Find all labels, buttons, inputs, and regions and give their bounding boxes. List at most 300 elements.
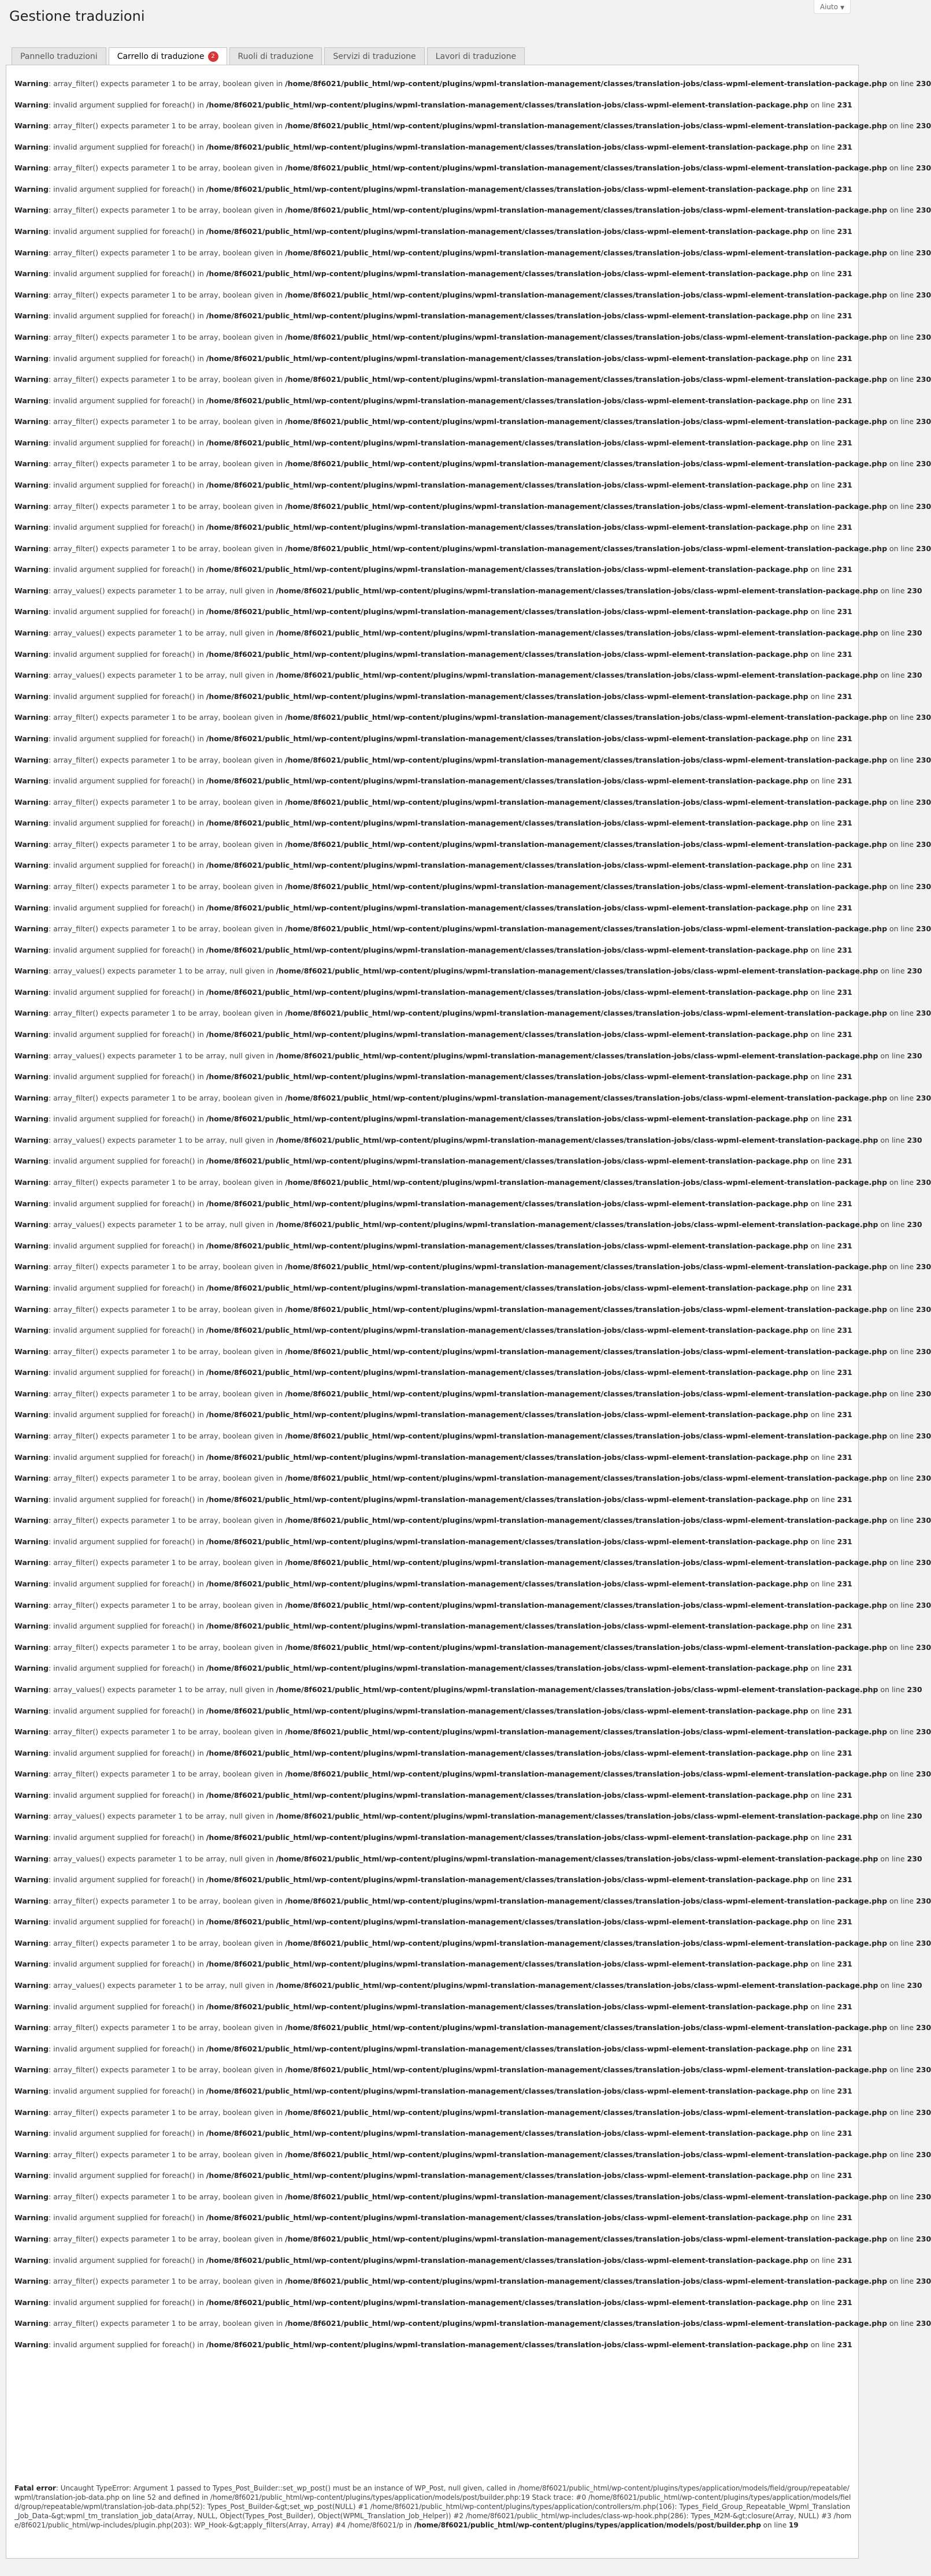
warning-file-path: /home/8f6021/public_html/wp-content/plugins/wpml-translation-management/classes/translation-jobs/class-wpml-element-translation-package.php [206, 1030, 808, 1039]
warning-on-line: on line [810, 2298, 835, 2307]
warning-label: Warning [14, 1432, 49, 1440]
warning-line-number: 230 [916, 2277, 931, 2286]
warning-line-number: 231 [837, 565, 852, 574]
warning-line: Warning: array_filter() expects parameter 1 to be array, boolean given in /home/8f6021/public_html/wp-content/plugins/wpml-translation-management/classes/translation-jobs/class-wpml-element-translation-package.php on line 230 [14, 755, 931, 764]
warning-line: Warning: array_values() expects parameter 1 to be array, null given in /home/8f6021/public_html/wp-content/plugins/wpml-translation-management/classes/translation-jobs/class-wpml-element-translation-package.php on line 230 [14, 1685, 922, 1694]
warning-line: Warning: array_filter() expects parameter 1 to be array, boolean given in /home/8f6021/public_html/wp-content/plugins/wpml-translation-management/classes/translation-jobs/class-wpml-element-translation-package.php on line 230 [14, 2277, 931, 2286]
warning-file-path: /home/8f6021/public_html/wp-content/plugins/wpml-translation-management/classes/translation-jobs/class-wpml-element-translation-package.php [206, 1790, 808, 1800]
page-title: Gestione traduzioni [9, 8, 145, 24]
warning-label: Warning [14, 1368, 49, 1377]
warning-line-number: 230 [916, 1600, 931, 1609]
warning-label: Warning [14, 2086, 49, 2095]
warning-line: Warning: invalid argument supplied for foreach() in /home/8f6021/public_html/wp-content/plugins/wpml-translation-management/classes/translation-jobs/class-wpml-element-translation-package.php on line 231 [14, 565, 852, 574]
warning-label: Warning [14, 2150, 49, 2159]
warning-message: array_filter() expects parameter 1 to be array, boolean given in [53, 1938, 283, 1947]
warning-line-number: 230 [907, 1220, 922, 1229]
warning-line-number: 230 [916, 1347, 931, 1356]
warning-file-path: /home/8f6021/public_html/wp-content/plugins/wpml-translation-management/classes/translation-jobs/class-wpml-element-translation-package.php [285, 1389, 888, 1398]
warning-line: Warning: array_filter() expects parameter 1 to be array, boolean given in /home/8f6021/public_html/wp-content/plugins/wpml-translation-management/classes/translation-jobs/class-wpml-element-translation-package.php on line 230 [14, 459, 931, 469]
warning-file-path: /home/8f6021/public_html/wp-content/plugins/wpml-translation-management/classes/translation-jobs/class-wpml-element-translation-package.php [206, 2002, 808, 2011]
warning-label: Warning [14, 1981, 49, 1990]
warning-label: Warning [14, 375, 49, 384]
warning-file-path: /home/8f6021/public_html/wp-content/plugins/wpml-translation-management/classes/translation-jobs/class-wpml-element-translation-package.php [206, 2044, 808, 2053]
warning-on-line: on line [810, 1030, 835, 1039]
warning-label: Warning [14, 987, 49, 997]
warning-message: invalid argument supplied for foreach() in [53, 861, 204, 870]
warning-line-number: 231 [837, 776, 852, 786]
warning-on-line: on line [810, 607, 835, 616]
warning-file-path: /home/8f6021/public_html/wp-content/plugins/wpml-translation-management/classes/translation-jobs/class-wpml-element-translation-package.php [206, 1072, 808, 1081]
warning-message: array_filter() expects parameter 1 to be array, boolean given in [53, 2192, 283, 2201]
warning-line: Warning: array_filter() expects parameter 1 to be array, boolean given in /home/8f6021/public_html/wp-content/plugins/wpml-translation-management/classes/translation-jobs/class-wpml-element-translation-package.php on line 230 [14, 375, 931, 384]
warning-line-number: 230 [916, 163, 931, 173]
warning-message: invalid argument supplied for foreach() in [53, 2044, 204, 2053]
warning-label: Warning [14, 1558, 49, 1567]
tab-translation-basket[interactable] [109, 47, 227, 65]
warning-message: array_values() expects parameter 1 to be array, null given in [53, 586, 274, 595]
warning-line-number: 230 [916, 1642, 931, 1652]
warning-line-number: 230 [916, 206, 931, 215]
warning-label: Warning [14, 2340, 49, 2349]
warning-line: Warning: invalid argument supplied for foreach() in /home/8f6021/public_html/wp-content/plugins/wpml-translation-management/classes/translation-jobs/class-wpml-element-translation-package.php on line 231 [14, 2086, 852, 2095]
warning-message: array_filter() expects parameter 1 to be array, boolean given in [53, 544, 283, 553]
warning-on-line: on line [889, 1770, 914, 1779]
warning-line-number: 230 [916, 1009, 931, 1018]
warning-on-line: on line [810, 184, 835, 194]
warning-line: Warning: array_values() expects parameter 1 to be array, null given in /home/8f6021/public_html/wp-content/plugins/wpml-translation-management/classes/translation-jobs/class-wpml-element-translation-package.php on line 230 [14, 629, 922, 638]
warning-message: array_filter() expects parameter 1 to be array, boolean given in [53, 797, 283, 806]
warning-line: Warning: invalid argument supplied for foreach() in /home/8f6021/public_html/wp-content/plugins/wpml-translation-management/classes/translation-jobs/class-wpml-element-translation-package.php on line 231 [14, 523, 852, 532]
warning-label: Warning [14, 121, 49, 131]
count-badge: 2 [208, 51, 218, 62]
warning-line-number: 230 [916, 2150, 931, 2159]
warning-file-path: /home/8f6021/public_html/wp-content/plugins/wpml-translation-management/classes/translation-jobs/class-wpml-element-translation-package.php [285, 2065, 888, 2075]
warning-file-path: /home/8f6021/public_html/wp-content/plugins/wpml-translation-management/classes/translation-jobs/class-wpml-element-translation-package.php [285, 121, 888, 131]
warning-message: array_filter() expects parameter 1 to be array, boolean given in [53, 1600, 283, 1609]
warning-line: Warning: array_filter() expects parameter 1 to be array, boolean given in /home/8f6021/public_html/wp-content/plugins/wpml-translation-management/classes/translation-jobs/class-wpml-element-translation-package.php on line 230 [14, 2192, 931, 2201]
warning-on-line: on line [889, 1389, 914, 1398]
warning-on-line: on line [889, 1432, 914, 1440]
warning-on-line: on line [889, 163, 914, 173]
warning-line: Warning: invalid argument supplied for foreach() in /home/8f6021/public_html/wp-content/plugins/wpml-translation-management/classes/translation-jobs/class-wpml-element-translation-package.php on line 231 [14, 311, 852, 321]
warning-file-path: /home/8f6021/public_html/wp-content/plugins/wpml-translation-management/classes/translation-jobs/class-wpml-element-translation-package.php [206, 184, 808, 194]
warning-label: Warning [14, 1072, 49, 1081]
warning-message: array_values() expects parameter 1 to be array, null given in [53, 671, 274, 680]
warning-file-path: /home/8f6021/public_html/wp-content/plugins/wpml-translation-management/classes/translation-jobs/class-wpml-element-translation-package.php [206, 1326, 808, 1335]
warning-message: array_filter() expects parameter 1 to be array, boolean given in [53, 2150, 283, 2159]
warning-on-line: on line [810, 2340, 835, 2349]
warning-line-number: 231 [837, 1199, 852, 1208]
warning-label: Warning [14, 1178, 49, 1187]
warning-on-line: on line [810, 1368, 835, 1377]
warning-line-number: 230 [916, 79, 931, 88]
warning-on-line: on line [889, 2107, 914, 2117]
warning-message: array_values() expects parameter 1 to be array, null given in [53, 1051, 274, 1060]
warning-line: Warning: array_filter() expects parameter 1 to be array, boolean given in /home/8f6021/public_html/wp-content/plugins/wpml-translation-management/classes/translation-jobs/class-wpml-element-translation-package.php on line 230 [14, 1432, 931, 1440]
warning-line-number: 231 [837, 1706, 852, 1715]
warning-file-path: /home/8f6021/public_html/wp-content/plugins/wpml-translation-management/classes/translation-jobs/class-wpml-element-translation-package.php [206, 734, 808, 743]
warning-line-number: 230 [907, 671, 922, 680]
warning-line-number: 231 [837, 1579, 852, 1589]
warning-on-line: on line [810, 565, 835, 574]
warning-on-line: on line [889, 79, 914, 88]
warning-label: Warning [14, 586, 49, 595]
help-button[interactable] [814, 0, 851, 14]
warning-on-line: on line [810, 396, 835, 405]
warning-file-path: /home/8f6021/public_html/wp-content/plugins/wpml-translation-management/classes/translation-jobs/class-wpml-element-translation-package.php [206, 227, 808, 236]
warning-file-path: /home/8f6021/public_html/wp-content/plugins/wpml-translation-management/classes/translation-jobs/class-wpml-element-translation-package.php [285, 1304, 888, 1314]
warning-label: Warning [14, 1938, 49, 1947]
warning-line-number: 231 [837, 2086, 852, 2095]
warning-on-line: on line [889, 839, 914, 849]
warning-line-number: 230 [916, 2023, 931, 2032]
warning-label: Warning [14, 1600, 49, 1609]
warning-line-number: 231 [837, 227, 852, 236]
warning-file-path: /home/8f6021/public_html/wp-content/plugins/wpml-translation-management/classes/translation-jobs/class-wpml-element-translation-package.php [206, 1114, 808, 1124]
warning-file-path: /home/8f6021/public_html/wp-content/plugins/wpml-translation-management/classes/translation-jobs/class-wpml-element-translation-package.php [285, 1558, 888, 1567]
warning-label: Warning [14, 1304, 49, 1314]
warning-on-line: on line [889, 121, 914, 131]
warning-file-path: /home/8f6021/public_html/wp-content/plugins/wpml-translation-management/classes/translation-jobs/class-wpml-element-translation-package.php [285, 1347, 888, 1356]
warning-message: array_values() expects parameter 1 to be array, null given in [53, 1981, 274, 1990]
warning-line: Warning: invalid argument supplied for foreach() in /home/8f6021/public_html/wp-content/plugins/wpml-translation-management/classes/translation-jobs/class-wpml-element-translation-package.php on line 231 [14, 776, 852, 786]
warning-line: Warning: invalid argument supplied for foreach() in /home/8f6021/public_html/wp-content/plugins/wpml-translation-management/classes/translation-jobs/class-wpml-element-translation-package.php on line 231 [14, 945, 852, 954]
warning-on-line: on line [889, 755, 914, 764]
warning-label: Warning [14, 2277, 49, 2286]
warning-line: Warning: array_values() expects parameter 1 to be array, null given in /home/8f6021/public_html/wp-content/plugins/wpml-translation-management/classes/translation-jobs/class-wpml-element-translation-package.php on line 230 [14, 586, 922, 595]
warning-message: invalid argument supplied for foreach() in [53, 2213, 204, 2222]
warning-line: Warning: invalid argument supplied for foreach() in /home/8f6021/public_html/wp-content/plugins/wpml-translation-management/classes/translation-jobs/class-wpml-element-translation-package.php on line 231 [14, 1452, 852, 1462]
warning-message: invalid argument supplied for foreach() in [53, 227, 204, 236]
warning-label: Warning [14, 290, 49, 299]
warning-file-path: /home/8f6021/public_html/wp-content/plugins/wpml-translation-management/classes/translation-jobs/class-wpml-element-translation-package.php [206, 480, 808, 489]
warning-line-number: 231 [837, 734, 852, 743]
warning-line: Warning: invalid argument supplied for foreach() in /home/8f6021/public_html/wp-content/plugins/wpml-translation-management/classes/translation-jobs/class-wpml-element-translation-package.php on line 231 [14, 607, 852, 616]
warning-on-line: on line [810, 269, 835, 278]
warning-file-path: /home/8f6021/public_html/wp-content/plugins/wpml-translation-management/classes/translation-jobs/class-wpml-element-translation-package.php [285, 1516, 888, 1525]
warning-line-number: 230 [916, 1938, 931, 1947]
warning-on-line: on line [880, 1812, 905, 1821]
warning-file-path: /home/8f6021/public_html/wp-content/plugins/wpml-translation-management/classes/translation-jobs/class-wpml-element-translation-package.php [285, 544, 888, 553]
warning-message: array_filter() expects parameter 1 to be array, boolean given in [53, 248, 283, 257]
warning-file-path: /home/8f6021/public_html/wp-content/plugins/wpml-translation-management/classes/translation-jobs/class-wpml-element-translation-package.php [285, 1938, 888, 1947]
warning-line: Warning: invalid argument supplied for foreach() in /home/8f6021/public_html/wp-content/plugins/wpml-translation-management/classes/translation-jobs/class-wpml-element-translation-package.php on line 231 [14, 1410, 852, 1419]
warning-line-number: 231 [837, 1875, 852, 1884]
warning-file-path: /home/8f6021/public_html/wp-content/plugins/wpml-translation-management/classes/translation-jobs/class-wpml-element-translation-package.php [206, 776, 808, 786]
warning-line: Warning: invalid argument supplied for foreach() in /home/8f6021/public_html/wp-content/plugins/wpml-translation-management/classes/translation-jobs/class-wpml-element-translation-package.php on line 231 [14, 2171, 852, 2180]
warning-line-number: 231 [837, 1622, 852, 1631]
warning-file-path: /home/8f6021/public_html/wp-content/plugins/wpml-translation-management/classes/translation-jobs/class-wpml-element-translation-package.php [206, 1368, 808, 1377]
warning-on-line: on line [810, 2044, 835, 2053]
warning-file-path: /home/8f6021/public_html/wp-content/plugins/wpml-translation-management/classes/translation-jobs/class-wpml-element-translation-package.php [206, 565, 808, 574]
warning-line-number: 230 [916, 1727, 931, 1737]
warning-line: Warning: array_values() expects parameter 1 to be array, null given in /home/8f6021/public_html/wp-content/plugins/wpml-translation-management/classes/translation-jobs/class-wpml-element-translation-package.php on line 230 [14, 1135, 922, 1144]
warning-line-number: 231 [837, 1410, 852, 1419]
warning-line-number: 230 [916, 121, 931, 131]
warning-label: Warning [14, 184, 49, 194]
warning-line: Warning: array_filter() expects parameter 1 to be array, boolean given in /home/8f6021/public_html/wp-content/plugins/wpml-translation-management/classes/translation-jobs/class-wpml-element-translation-package.php on line 230 [14, 290, 931, 299]
warning-file-path: /home/8f6021/public_html/wp-content/plugins/wpml-translation-management/classes/translation-jobs/class-wpml-element-translation-package.php [285, 2192, 888, 2201]
tab-translation-jobs[interactable] [427, 47, 525, 65]
warning-line: Warning: invalid argument supplied for foreach() in /home/8f6021/public_html/wp-content/plugins/wpml-translation-management/classes/translation-jobs/class-wpml-element-translation-package.php on line 231 [14, 1664, 852, 1673]
warning-label: Warning [14, 2107, 49, 2117]
warning-label: Warning [14, 1199, 49, 1208]
warning-line-number: 230 [907, 1135, 922, 1144]
warning-on-line: on line [889, 2065, 914, 2075]
warning-line-number: 231 [837, 1283, 852, 1292]
warning-label: Warning [14, 565, 49, 574]
warning-message: array_filter() expects parameter 1 to be array, boolean given in [53, 1516, 283, 1525]
warning-label: Warning [14, 1727, 49, 1737]
tab-translation-dashboard[interactable] [12, 47, 106, 65]
warning-on-line: on line [889, 2234, 914, 2243]
warning-line: Warning: array_filter() expects parameter 1 to be array, boolean given in /home/8f6021/public_html/wp-content/plugins/wpml-translation-management/classes/translation-jobs/class-wpml-element-translation-package.php on line 230 [14, 121, 931, 131]
tab-translation-roles[interactable] [229, 47, 322, 65]
warning-line-number: 230 [916, 290, 931, 299]
warning-line-number: 231 [837, 2002, 852, 2011]
warning-line-number: 231 [837, 2255, 852, 2265]
warning-on-line: on line [810, 1495, 835, 1504]
warning-message: array_filter() expects parameter 1 to be array, boolean given in [53, 79, 283, 88]
warning-file-path: /home/8f6021/public_html/wp-content/plugins/wpml-translation-management/classes/translation-jobs/class-wpml-element-translation-package.php [206, 945, 808, 954]
warning-label: Warning [14, 1410, 49, 1419]
warning-line: Warning: invalid argument supplied for foreach() in /home/8f6021/public_html/wp-content/plugins/wpml-translation-management/classes/translation-jobs/class-wpml-element-translation-package.php on line 231 [14, 1832, 852, 1842]
warning-line: Warning: invalid argument supplied for foreach() in /home/8f6021/public_html/wp-content/plugins/wpml-translation-management/classes/translation-jobs/class-wpml-element-translation-package.php on line 231 [14, 1368, 852, 1377]
warning-label: Warning [14, 163, 49, 173]
warning-file-path: /home/8f6021/public_html/wp-content/plugins/wpml-translation-management/classes/translation-jobs/class-wpml-element-translation-package.php [206, 1917, 808, 1927]
warning-line-number: 230 [916, 417, 931, 426]
warning-label: Warning [14, 2129, 49, 2138]
warning-line-number: 230 [916, 2234, 931, 2243]
warning-line: Warning: invalid argument supplied for foreach() in /home/8f6021/public_html/wp-content/plugins/wpml-translation-management/classes/translation-jobs/class-wpml-element-translation-package.php on line 231 [14, 903, 852, 912]
warning-file-path: /home/8f6021/public_html/wp-content/plugins/wpml-translation-management/classes/translation-jobs/class-wpml-element-translation-package.php [285, 417, 888, 426]
warning-on-line: on line [810, 2171, 835, 2180]
warning-label: Warning [14, 903, 49, 912]
warning-line: Warning: invalid argument supplied for foreach() in /home/8f6021/public_html/wp-content/plugins/wpml-translation-management/classes/translation-jobs/class-wpml-element-translation-package.php on line 231 [14, 1748, 852, 1757]
warning-on-line: on line [889, 2023, 914, 2032]
warning-file-path: /home/8f6021/public_html/wp-content/plugins/wpml-translation-management/classes/translation-jobs/class-wpml-element-translation-package.php [276, 1981, 878, 1990]
warning-label: Warning [14, 924, 49, 934]
warning-label: Warning [14, 206, 49, 215]
chevron-down-icon: ▼ [840, 5, 844, 11]
warning-file-path: /home/8f6021/public_html/wp-content/plugins/wpml-translation-management/classes/translation-jobs/class-wpml-element-translation-package.php [285, 2023, 888, 2032]
warning-file-path: /home/8f6021/public_html/wp-content/plugins/wpml-translation-management/classes/translation-jobs/class-wpml-element-translation-package.php [285, 1727, 888, 1737]
warning-label: Warning [14, 2192, 49, 2201]
warning-label: Warning [14, 607, 49, 616]
warning-on-line: on line [810, 1579, 835, 1589]
warning-line-number: 231 [837, 1072, 852, 1081]
warning-line: Warning: invalid argument supplied for foreach() in /home/8f6021/public_html/wp-content/plugins/wpml-translation-management/classes/translation-jobs/class-wpml-element-translation-package.php on line 231 [14, 2298, 852, 2307]
warning-file-path: /home/8f6021/public_html/wp-content/plugins/wpml-translation-management/classes/translation-jobs/class-wpml-element-translation-package.php [206, 396, 808, 405]
warning-on-line: on line [889, 1347, 914, 1356]
warning-on-line: on line [810, 354, 835, 363]
warning-on-line: on line [810, 1157, 835, 1166]
warning-line-number: 230 [916, 1262, 931, 1272]
warning-message: array_filter() expects parameter 1 to be array, boolean given in [53, 1347, 283, 1356]
warning-file-path: /home/8f6021/public_html/wp-content/plugins/wpml-translation-management/classes/translation-jobs/class-wpml-element-translation-package.php [206, 1537, 808, 1546]
warning-message: array_filter() expects parameter 1 to be array, boolean given in [53, 2234, 283, 2243]
warning-file-path: /home/8f6021/public_html/wp-content/plugins/wpml-translation-management/classes/translation-jobs/class-wpml-element-translation-package.php [285, 459, 888, 469]
warning-message: array_filter() expects parameter 1 to be array, boolean given in [53, 1727, 283, 1737]
warning-file-path: /home/8f6021/public_html/wp-content/plugins/wpml-translation-management/classes/translation-jobs/class-wpml-element-translation-package.php [206, 100, 808, 109]
warning-line: Warning: invalid argument supplied for foreach() in /home/8f6021/public_html/wp-content/plugins/wpml-translation-management/classes/translation-jobs/class-wpml-element-translation-package.php on line 231 [14, 649, 852, 659]
warning-file-path: /home/8f6021/public_html/wp-content/plugins/wpml-translation-management/classes/translation-jobs/class-wpml-element-translation-package.php [285, 2319, 888, 2328]
warning-message: invalid argument supplied for foreach() in [53, 1664, 204, 1673]
warning-on-line: on line [810, 1960, 835, 1969]
warning-line: Warning: array_filter() expects parameter 1 to be array, boolean given in /home/8f6021/public_html/wp-content/plugins/wpml-translation-management/classes/translation-jobs/class-wpml-element-translation-package.php on line 230 [14, 1389, 931, 1398]
warning-line: Warning: array_filter() expects parameter 1 to be array, boolean given in /home/8f6021/public_html/wp-content/plugins/wpml-translation-management/classes/translation-jobs/class-wpml-element-translation-package.php on line 230 [14, 501, 931, 511]
warning-line-number: 230 [916, 248, 931, 257]
warning-line-number: 231 [837, 987, 852, 997]
warning-line-number: 231 [837, 819, 852, 828]
warning-message: invalid argument supplied for foreach() in [53, 1917, 204, 1927]
warning-file-path: /home/8f6021/public_html/wp-content/plugins/wpml-translation-management/classes/translation-jobs/class-wpml-element-translation-package.php [206, 2298, 808, 2307]
warning-on-line: on line [889, 290, 914, 299]
warning-message: invalid argument supplied for foreach() in [53, 2129, 204, 2138]
warning-message: invalid argument supplied for foreach() in [53, 100, 204, 109]
warning-message: array_filter() expects parameter 1 to be array, boolean given in [53, 206, 283, 215]
fatal-error-file: /home/8f6021/public_html/wp-content/plugins/types/application/models/post/builder.php [414, 2521, 761, 2529]
warning-file-path: /home/8f6021/public_html/wp-content/plugins/wpml-translation-management/classes/translation-jobs/class-wpml-element-translation-package.php [276, 671, 878, 680]
tab-translation-services[interactable] [324, 47, 424, 65]
warning-file-path: /home/8f6021/public_html/wp-content/plugins/wpml-translation-management/classes/translation-jobs/class-wpml-element-translation-package.php [285, 2107, 888, 2117]
warning-file-path: /home/8f6021/public_html/wp-content/plugins/wpml-translation-management/classes/translation-jobs/class-wpml-element-translation-package.php [285, 1474, 888, 1483]
warning-line-number: 230 [916, 797, 931, 806]
warning-on-line: on line [810, 945, 835, 954]
warning-line-number: 230 [916, 882, 931, 891]
warning-message: array_filter() expects parameter 1 to be array, boolean given in [53, 1093, 283, 1102]
warning-label: Warning [14, 332, 49, 341]
warning-message: invalid argument supplied for foreach() in [53, 1790, 204, 1800]
warning-line-number: 230 [916, 501, 931, 511]
warning-message: invalid argument supplied for foreach() in [53, 1157, 204, 1166]
warning-file-path: /home/8f6021/public_html/wp-content/plugins/wpml-translation-management/classes/translation-jobs/class-wpml-element-translation-package.php [285, 1178, 888, 1187]
warning-label: Warning [14, 819, 49, 828]
warning-line: Warning: invalid argument supplied for foreach() in /home/8f6021/public_html/wp-content/plugins/wpml-translation-management/classes/translation-jobs/class-wpml-element-translation-package.php on line 231 [14, 819, 852, 828]
warning-message: array_filter() expects parameter 1 to be array, boolean given in [53, 924, 283, 934]
warning-message: array_values() expects parameter 1 to be array, null given in [53, 1685, 274, 1694]
warning-message: invalid argument supplied for foreach() in [53, 607, 204, 616]
warning-line-number: 230 [916, 1516, 931, 1525]
warning-label: Warning [14, 839, 49, 849]
warning-message: array_filter() expects parameter 1 to be array, boolean given in [53, 1389, 283, 1398]
warning-label: Warning [14, 523, 49, 532]
warning-file-path: /home/8f6021/public_html/wp-content/plugins/wpml-translation-management/classes/translation-jobs/class-wpml-element-translation-package.php [206, 2340, 808, 2349]
warning-log [14, 79, 931, 2361]
warning-line: Warning: invalid argument supplied for foreach() in /home/8f6021/public_html/wp-content/plugins/wpml-translation-management/classes/translation-jobs/class-wpml-element-translation-package.php on line 231 [14, 1241, 852, 1250]
warning-line: Warning: invalid argument supplied for foreach() in /home/8f6021/public_html/wp-content/plugins/wpml-translation-management/classes/translation-jobs/class-wpml-element-translation-package.php on line 231 [14, 2213, 852, 2222]
warning-line: Warning: array_filter() expects parameter 1 to be array, boolean given in /home/8f6021/public_html/wp-content/plugins/wpml-translation-management/classes/translation-jobs/class-wpml-element-translation-package.php on line 230 [14, 544, 931, 553]
warning-message: invalid argument supplied for foreach() in [53, 2255, 204, 2265]
warning-line-number: 230 [916, 1558, 931, 1567]
warning-message: array_filter() expects parameter 1 to be array, boolean given in [53, 459, 283, 469]
warning-line: Warning: array_filter() expects parameter 1 to be array, boolean given in /home/8f6021/public_html/wp-content/plugins/wpml-translation-management/classes/translation-jobs/class-wpml-element-translation-package.php on line 230 [14, 1516, 931, 1525]
warning-message: array_filter() expects parameter 1 to be array, boolean given in [53, 1770, 283, 1779]
warning-line: Warning: invalid argument supplied for foreach() in /home/8f6021/public_html/wp-content/plugins/wpml-translation-management/classes/translation-jobs/class-wpml-element-translation-package.php on line 231 [14, 1072, 852, 1081]
warning-label: Warning [14, 459, 49, 469]
warning-on-line: on line [889, 1262, 914, 1272]
warning-file-path: /home/8f6021/public_html/wp-content/plugins/wpml-translation-management/classes/translation-jobs/class-wpml-element-translation-package.php [206, 1706, 808, 1715]
warning-line: Warning: invalid argument supplied for foreach() in /home/8f6021/public_html/wp-content/plugins/wpml-translation-management/classes/translation-jobs/class-wpml-element-translation-package.php on line 231 [14, 354, 852, 363]
warning-on-line: on line [810, 1452, 835, 1462]
warning-file-path: /home/8f6021/public_html/wp-content/plugins/wpml-translation-management/classes/translation-jobs/class-wpml-element-translation-package.php [285, 1093, 888, 1102]
warning-line: Warning: array_filter() expects parameter 1 to be array, boolean given in /home/8f6021/public_html/wp-content/plugins/wpml-translation-management/classes/translation-jobs/class-wpml-element-translation-package.php on line 230 [14, 2234, 931, 2243]
warning-message: array_filter() expects parameter 1 to be array, boolean given in [53, 290, 283, 299]
warning-message: array_filter() expects parameter 1 to be array, boolean given in [53, 2065, 283, 2075]
warning-label: Warning [14, 734, 49, 743]
warning-line-number: 231 [837, 1114, 852, 1124]
warning-file-path: /home/8f6021/public_html/wp-content/plugins/wpml-translation-management/classes/translation-jobs/class-wpml-element-translation-package.php [285, 797, 888, 806]
warning-line-number: 231 [837, 1748, 852, 1757]
warning-on-line: on line [889, 882, 914, 891]
warning-message: invalid argument supplied for foreach() in [53, 2002, 204, 2011]
warning-message: array_filter() expects parameter 1 to be array, boolean given in [53, 121, 283, 131]
warning-message: array_filter() expects parameter 1 to be array, boolean given in [53, 417, 283, 426]
warning-label: Warning [14, 755, 49, 764]
warning-label: Warning [14, 776, 49, 786]
warning-line: Warning: array_values() expects parameter 1 to be array, null given in /home/8f6021/public_html/wp-content/plugins/wpml-translation-management/classes/translation-jobs/class-wpml-element-translation-package.php on line 230 [14, 671, 922, 680]
warning-label: Warning [14, 797, 49, 806]
warning-file-path: /home/8f6021/public_html/wp-content/plugins/wpml-translation-management/classes/translation-jobs/class-wpml-element-translation-package.php [206, 142, 808, 151]
warning-label: Warning [14, 248, 49, 257]
warning-message: array_filter() expects parameter 1 to be array, boolean given in [53, 332, 283, 341]
warning-line: Warning: invalid argument supplied for foreach() in /home/8f6021/public_html/wp-content/plugins/wpml-translation-management/classes/translation-jobs/class-wpml-element-translation-package.php on line 231 [14, 438, 852, 447]
warning-label: Warning [14, 1622, 49, 1631]
warning-line-number: 231 [837, 396, 852, 405]
warning-line-number: 230 [916, 839, 931, 849]
warning-line: Warning: array_values() expects parameter 1 to be array, null given in /home/8f6021/public_html/wp-content/plugins/wpml-translation-management/classes/translation-jobs/class-wpml-element-translation-package.php on line 230 [14, 1854, 922, 1863]
warning-file-path: /home/8f6021/public_html/wp-content/plugins/wpml-translation-management/classes/translation-jobs/class-wpml-element-translation-package.php [285, 1896, 888, 1905]
warning-line-number: 230 [916, 332, 931, 341]
warning-line-number: 231 [837, 1832, 852, 1842]
warning-message: array_filter() expects parameter 1 to be array, boolean given in [53, 375, 283, 384]
warning-message: invalid argument supplied for foreach() in [53, 819, 204, 828]
warning-on-line: on line [880, 1220, 905, 1229]
warning-line: Warning: invalid argument supplied for foreach() in /home/8f6021/public_html/wp-content/plugins/wpml-translation-management/classes/translation-jobs/class-wpml-element-translation-package.php on line 231 [14, 100, 852, 109]
warning-label: Warning [14, 2213, 49, 2222]
warning-line-number: 230 [907, 1981, 922, 1990]
warning-line: Warning: array_filter() expects parameter 1 to be array, boolean given in /home/8f6021/public_html/wp-content/plugins/wpml-translation-management/classes/translation-jobs/class-wpml-element-translation-package.php on line 230 [14, 1304, 931, 1314]
warning-on-line: on line [889, 1516, 914, 1525]
warning-label: Warning [14, 1093, 49, 1102]
warning-on-line: on line [889, 1642, 914, 1652]
warning-label: Warning [14, 501, 49, 511]
warning-on-line: on line [810, 1622, 835, 1631]
warning-message: invalid argument supplied for foreach() in [53, 1495, 204, 1504]
warning-on-line: on line [889, 1474, 914, 1483]
warning-label: Warning [14, 2298, 49, 2307]
warning-on-line: on line [889, 501, 914, 511]
warning-file-path: /home/8f6021/public_html/wp-content/plugins/wpml-translation-management/classes/translation-jobs/class-wpml-element-translation-package.php [285, 2150, 888, 2159]
warning-message: invalid argument supplied for foreach() in [53, 354, 204, 363]
warning-message: invalid argument supplied for foreach() in [53, 692, 204, 701]
warning-file-path: /home/8f6021/public_html/wp-content/plugins/wpml-translation-management/classes/translation-jobs/class-wpml-element-translation-package.php [276, 967, 878, 976]
warning-line-number: 231 [837, 1368, 852, 1377]
warning-line-number: 231 [837, 100, 852, 109]
warning-label: Warning [14, 1770, 49, 1779]
warning-file-path: /home/8f6021/public_html/wp-content/plugins/wpml-translation-management/classes/translation-jobs/class-wpml-element-translation-package.php [285, 1262, 888, 1272]
warning-message: invalid argument supplied for foreach() in [53, 1537, 204, 1546]
warning-file-path: /home/8f6021/public_html/wp-content/plugins/wpml-translation-management/classes/translation-jobs/class-wpml-element-translation-package.php [276, 1854, 878, 1863]
warning-message: array_filter() expects parameter 1 to be array, boolean given in [53, 1304, 283, 1314]
warning-file-path: /home/8f6021/public_html/wp-content/plugins/wpml-translation-management/classes/translation-jobs/class-wpml-element-translation-package.php [206, 311, 808, 321]
warning-line-number: 231 [837, 523, 852, 532]
warning-file-path: /home/8f6021/public_html/wp-content/plugins/wpml-translation-management/classes/translation-jobs/class-wpml-element-translation-package.php [285, 924, 888, 934]
warning-file-path: /home/8f6021/public_html/wp-content/plugins/wpml-translation-management/classes/translation-jobs/class-wpml-element-translation-package.php [285, 1600, 888, 1609]
warning-line: Warning: invalid argument supplied for foreach() in /home/8f6021/public_html/wp-content/plugins/wpml-translation-management/classes/translation-jobs/class-wpml-element-translation-package.php on line 231 [14, 1283, 852, 1292]
warning-line: Warning: invalid argument supplied for foreach() in /home/8f6021/public_html/wp-content/plugins/wpml-translation-management/classes/translation-jobs/class-wpml-element-translation-package.php on line 231 [14, 1960, 852, 1969]
warning-file-path: /home/8f6021/public_html/wp-content/plugins/wpml-translation-management/classes/translation-jobs/class-wpml-element-translation-package.php [285, 839, 888, 849]
